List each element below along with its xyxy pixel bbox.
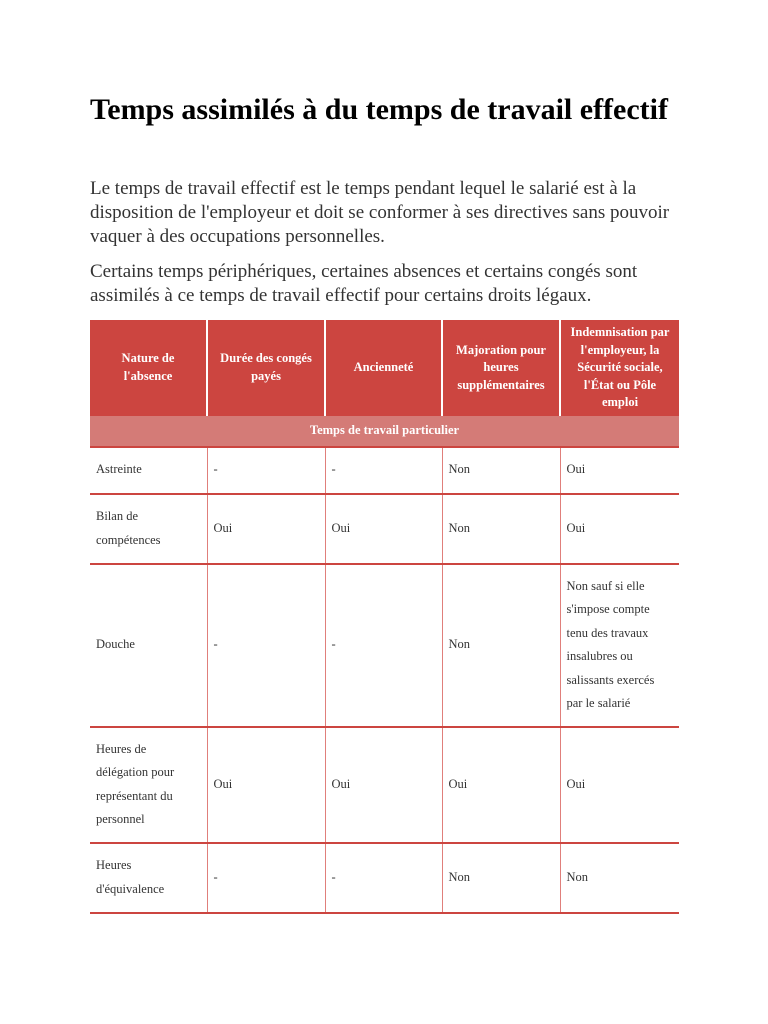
table-cell: Oui [560, 447, 679, 494]
table-row [90, 494, 679, 564]
absence-table [90, 320, 679, 914]
table-cell: Non [560, 843, 679, 913]
table-cell: Bilan de compétences [90, 494, 207, 564]
table-cell: - [325, 843, 442, 913]
table-cell: - [207, 447, 325, 494]
header-anciennete: Ancienneté [325, 320, 442, 416]
table-header [90, 320, 679, 416]
table-row [90, 727, 679, 843]
section-row [90, 416, 679, 447]
table-cell: Oui [207, 727, 325, 843]
table-cell: Douche [90, 564, 207, 727]
header-indemnisation: Indemnisation par l'employeur, la Sécurité sociale, l'État ou Pôle emploi [560, 320, 679, 416]
table-cell: Non [442, 843, 560, 913]
table-row [90, 843, 679, 913]
table-cell: Oui [325, 727, 442, 843]
table-row [90, 564, 679, 727]
table-cell: Oui [442, 727, 560, 843]
table-cell: - [325, 447, 442, 494]
header-conges: Durée des congés payés [207, 320, 325, 416]
section-title: Temps de travail particulier [90, 416, 679, 447]
table-cell: Heures d'équivalence [90, 843, 207, 913]
table-cell: Oui [207, 494, 325, 564]
table-cell: - [207, 564, 325, 727]
table-cell: Oui [560, 727, 679, 843]
header-nature: Nature de l'absence [90, 320, 207, 416]
table-cell: Non [442, 564, 560, 727]
assimilation-paragraph: Certains temps périphériques, certaines absences et certains congés sont assimilés à ce temps de travail effectif pour certains droits légaux. [90, 261, 638, 306]
table-row [90, 447, 679, 494]
table-cell: Non [442, 494, 560, 564]
table-cell: Non sauf si elle s'impose compte tenu des travaux insalubres ou salissants exercés par le salarié [560, 564, 679, 727]
table-cell: Non [442, 447, 560, 494]
intro-paragraph: Le temps de travail effectif est le temps pendant lequel le salarié est à la disposition de l'employeur et doit se conformer à ses directives sans pouvoir vaquer à des occupations personnelles. [90, 178, 670, 247]
table-cell: Heures de délégation pour représentant du personnel [90, 727, 207, 843]
table-cell: - [325, 564, 442, 727]
table-cell: Astreinte [90, 447, 207, 494]
table-cell: Oui [325, 494, 442, 564]
table-cell: Oui [560, 494, 679, 564]
page-title: Temps assimilés à du temps de travail effectif [90, 93, 668, 126]
header-majoration: Majoration pour heures supplémentaires [442, 320, 560, 416]
table-cell: - [207, 843, 325, 913]
